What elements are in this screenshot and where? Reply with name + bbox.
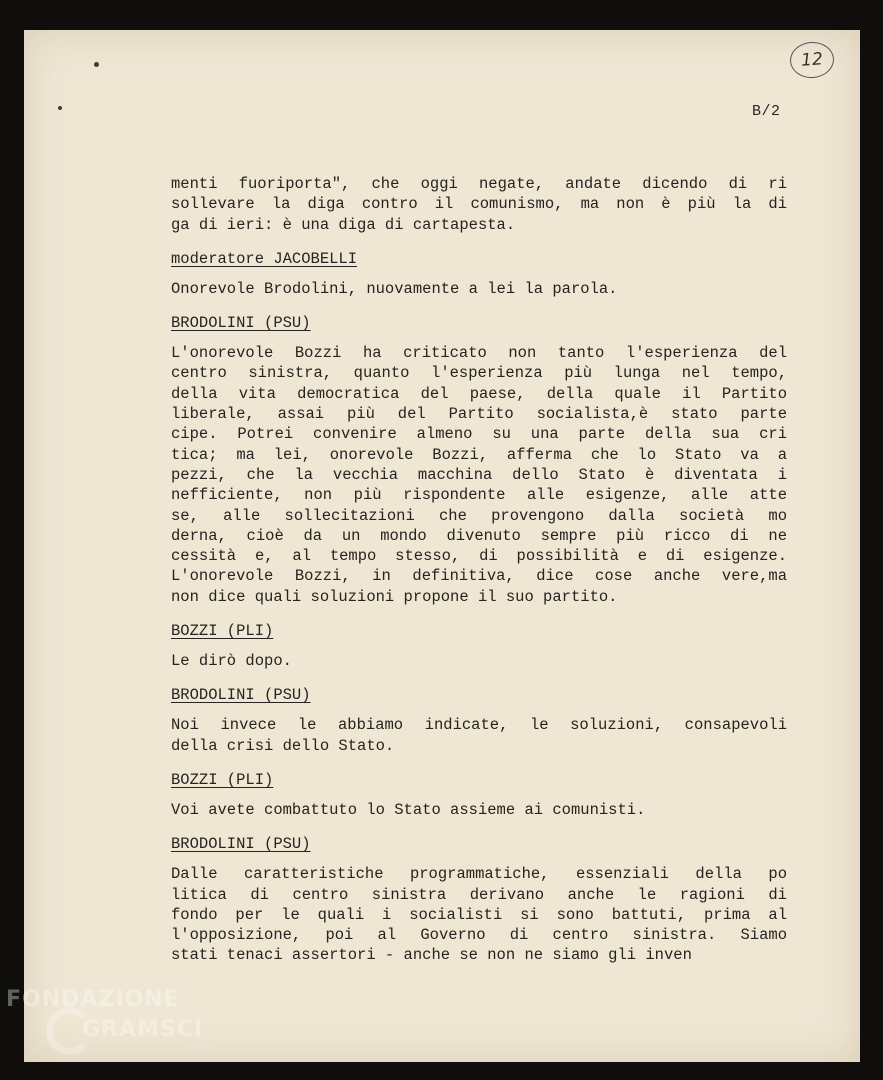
text-line: ga di ieri: è una diga di cartapesta. bbox=[171, 215, 516, 234]
archive-watermark bbox=[6, 985, 236, 1080]
text-line: menti fuoriporta", che oggi negate, andate dicendo di ri bbox=[171, 175, 787, 193]
speaker-label-row bbox=[171, 770, 787, 790]
text-line: tica; ma lei, onorevole Bozzi, afferma che lo Stato va a bbox=[171, 445, 787, 464]
speaker-label: BRODOLINI (PSU) bbox=[171, 314, 311, 333]
text-line: cipe. Potrei convenire almeno su una parte della sua cri bbox=[171, 425, 787, 444]
text-line: liberale, assai più del Partito socialista,è stato parte bbox=[171, 405, 787, 424]
block-gap bbox=[171, 854, 787, 864]
speech-paragraph bbox=[171, 343, 787, 607]
speaker-label-row bbox=[171, 249, 787, 269]
speaker-label: BOZZI (PLI) bbox=[171, 770, 274, 789]
text-line: derna, cioè da un mondo divenuto sempre più ricco di ne bbox=[171, 526, 787, 545]
watermark-line1: FONDAZIONE bbox=[6, 987, 180, 1012]
speech-paragraph bbox=[171, 279, 787, 299]
text-line: stati tenaci assertori - anche se non ne siamo gli inven bbox=[171, 946, 692, 965]
paper-speck bbox=[58, 106, 62, 110]
speaker-label-row bbox=[171, 313, 787, 333]
block-gap bbox=[171, 705, 787, 715]
text-line: della crisi dello Stato. bbox=[171, 736, 395, 755]
speech-paragraph bbox=[171, 174, 787, 235]
text-line: della vita democratica del paese, della quale il Partito bbox=[171, 384, 787, 403]
text-line: cessità e, al tempo stesso, di possibilità e di esigenze. bbox=[171, 547, 787, 566]
text-line: Voi avete combattuto lo Stato assieme ai comunisti. bbox=[171, 800, 646, 819]
block-gap bbox=[171, 671, 787, 685]
block-gap bbox=[171, 269, 787, 279]
text-line: Dalle caratteristiche programmatiche, essenziali della po bbox=[171, 865, 787, 884]
speech-paragraph bbox=[171, 715, 787, 756]
text-line: nefficiente, non più rispondente alle esigenze, alle atte bbox=[171, 486, 787, 505]
speaker-label-row bbox=[171, 621, 787, 641]
text-line: Onorevole Brodolini, nuovamente a lei la parola. bbox=[171, 279, 618, 298]
text-line: L'onorevole Bozzi ha criticato non tanto l'esperienza del bbox=[171, 344, 787, 363]
page-number-text: 12 bbox=[800, 49, 824, 71]
block-gap bbox=[171, 756, 787, 770]
speaker-label-row bbox=[171, 685, 787, 705]
block-gap bbox=[171, 235, 787, 249]
text-line: fondo per le quali i socialisti si sono battuti, prima al bbox=[171, 905, 787, 924]
text-line: non dice quali soluzioni propone il suo partito. bbox=[171, 587, 618, 606]
block-gap bbox=[171, 641, 787, 651]
text-line: pezzi, che la vecchia macchina dello Stato è diventata i bbox=[171, 465, 787, 484]
block-gap bbox=[171, 299, 787, 313]
text-line: litica di centro sinistra derivano anche le ragioni di bbox=[171, 885, 787, 904]
text-line: L'onorevole Bozzi, in definitiva, dice cose anche vere,ma bbox=[171, 567, 787, 586]
speaker-label: moderatore JACOBELLI bbox=[171, 249, 358, 268]
speaker-label: BRODOLINI (PSU) bbox=[171, 835, 311, 854]
block-gap bbox=[171, 790, 787, 800]
page-reference: B/2 bbox=[752, 103, 781, 120]
block-gap bbox=[171, 607, 787, 621]
text-line: sollevare la diga contro il comunismo, ma non è più la di bbox=[171, 195, 787, 214]
watermark-small: onlus bbox=[188, 1043, 210, 1052]
speech-paragraph bbox=[171, 864, 787, 965]
text-line: Le dirò dopo. bbox=[171, 652, 292, 671]
text-line: Noi invece le abbiamo indicate, le soluzioni, consapevoli bbox=[171, 716, 787, 735]
speech-paragraph bbox=[171, 651, 787, 671]
paper-speck bbox=[94, 62, 99, 67]
speaker-label: BRODOLINI (PSU) bbox=[171, 686, 311, 705]
block-gap bbox=[171, 333, 787, 343]
speaker-label-row bbox=[171, 834, 787, 854]
text-line: se, alle sollecitazioni che provengono dalla società mo bbox=[171, 506, 787, 525]
text-line: l'opposizione, poi al Governo di centro sinistra. Siamo bbox=[171, 926, 787, 945]
transcript-body bbox=[171, 174, 787, 966]
block-gap bbox=[171, 820, 787, 834]
text-line: centro sinistra, quanto l'esperienza più lunga nel tempo, bbox=[171, 364, 787, 383]
watermark-line2: GRAMSCI bbox=[82, 1017, 204, 1042]
speech-paragraph bbox=[171, 800, 787, 820]
speaker-label: BOZZI (PLI) bbox=[171, 622, 274, 641]
